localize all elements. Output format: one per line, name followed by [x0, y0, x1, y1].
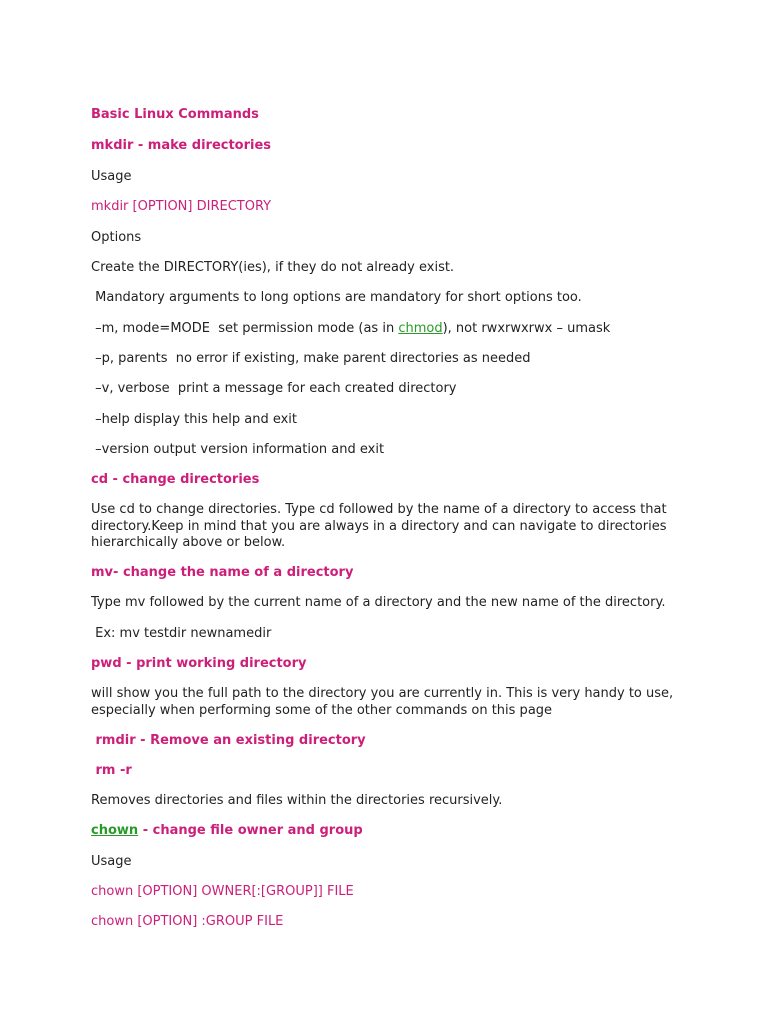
chown-heading: [91, 823, 363, 839]
chown-usage-label: Usage: [91, 854, 132, 869]
chown-link[interactable]: chown: [91, 823, 139, 838]
mkdir-heading: mkdir - make directories: [91, 138, 272, 153]
mv-example: Ex: mv testdir newnamedir: [91, 626, 272, 641]
option-m-prefix: –m, mode=MODE set permission mode (as in: [91, 321, 399, 336]
rmdir-heading: rmdir - Remove an existing directory: [91, 733, 366, 748]
mkdir-option-v: –v, verbose print a message for each created directory: [91, 381, 457, 396]
mv-heading: mv- change the name of a directory: [91, 565, 354, 580]
mkdir-option-m: [91, 321, 610, 337]
mkdir-options-label: Options: [91, 230, 142, 245]
mkdir-option-version: –version output version information and exit: [91, 442, 385, 457]
mkdir-usage-label: Usage: [91, 169, 132, 184]
mkdir-description: Create the DIRECTORY(ies), if they do not already exist.: [91, 260, 455, 275]
chown-syntax-owner: chown [OPTION] OWNER[:[GROUP]] FILE: [91, 884, 354, 899]
pwd-heading: pwd - print working directory: [91, 656, 307, 671]
mkdir-mandatory-note: Mandatory arguments to long options are mandatory for short options too.: [91, 290, 582, 305]
rm-heading: rm -r: [91, 763, 132, 778]
mv-description: Type mv followed by the current name of a directory and the new name of the directory.: [91, 595, 666, 610]
chmod-link[interactable]: chmod: [398, 321, 443, 336]
page-title: Basic Linux Commands: [91, 107, 259, 122]
pwd-description: will show you the full path to the directory you are currently in. This is very handy to use, especially when performing some of the other commands on this page: [91, 686, 674, 718]
chown-syntax-group: chown [OPTION] :GROUP FILE: [91, 914, 284, 929]
mkdir-syntax: mkdir [OPTION] DIRECTORY: [91, 199, 272, 214]
rm-description: Removes directories and files within the directories recursively.: [91, 793, 503, 808]
cd-description: Use cd to change directories. Type cd followed by the name of a directory to access that directory.Keep in mind that you are always in a directory and can navigate to directories hierarchically above or below.: [91, 502, 667, 550]
mkdir-option-p: –p, parents no error if existing, make parent directories as needed: [91, 351, 531, 366]
mkdir-option-help: –help display this help and exit: [91, 412, 298, 427]
cd-heading: cd - change directories: [91, 472, 260, 487]
option-m-suffix: ), not rwxrwxrwx – umask: [442, 321, 611, 336]
chown-heading-rest: - change file owner and group: [138, 823, 363, 838]
